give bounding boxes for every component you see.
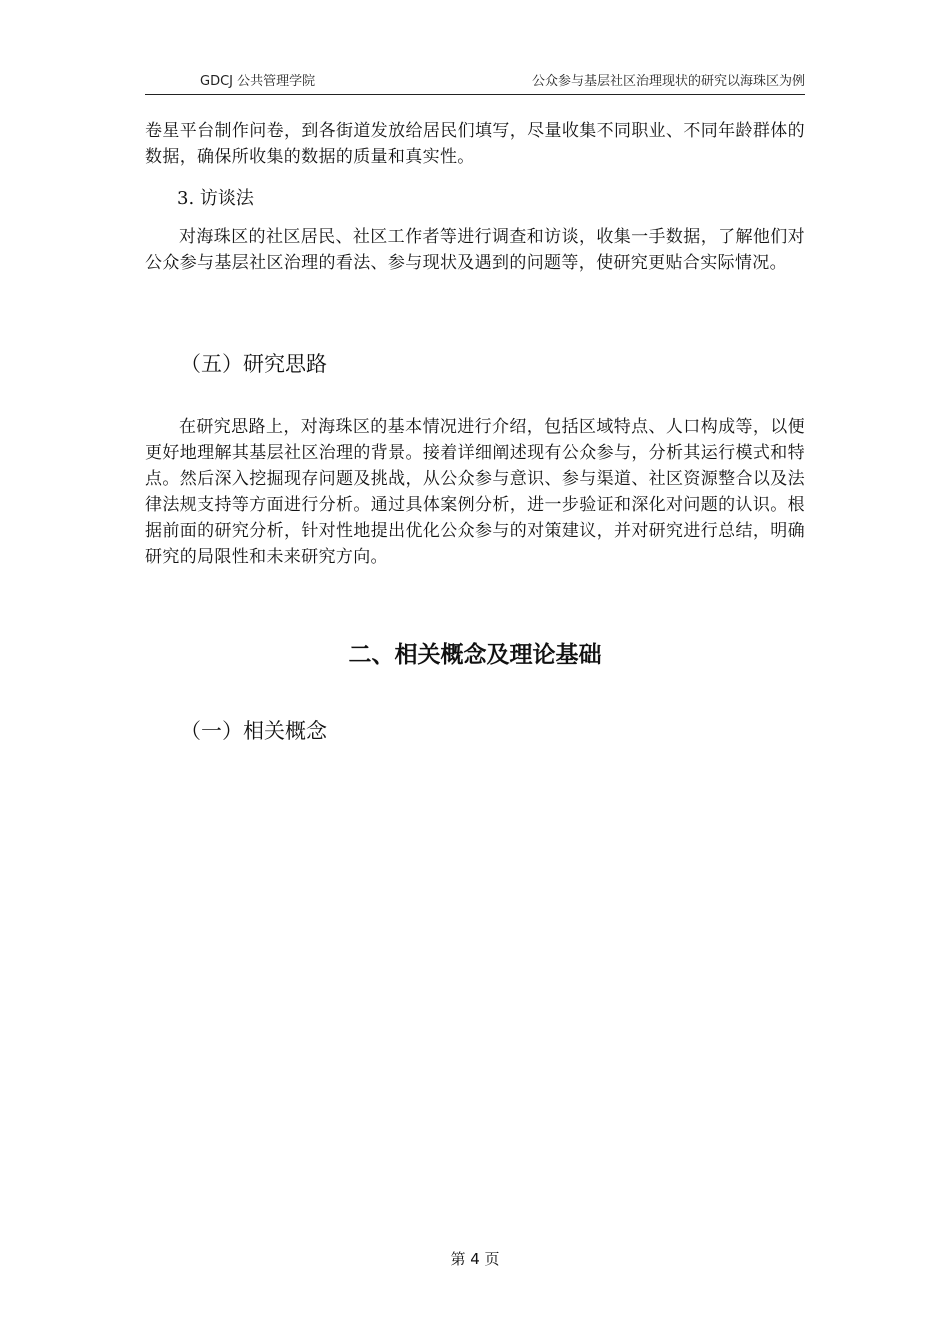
header-institution: GDCJ 公共管理学院 (200, 74, 316, 89)
heading-research-approach: （五）研究思路 (180, 352, 327, 376)
chapter-title: 二、相关概念及理论基础 (348, 642, 602, 668)
page-number: 第 4 页 (450, 1250, 500, 1268)
paragraph-research-approach: 在研究思路上，对海珠区的基本情况进行介绍，包括区域特点、人口构成等，以便更好地理解其基层社区治理的背景。接着详细阐述现有公众参与，分析其运行模式和特点。然后深入挖掘现存问题及挑战，从公众参与意识、参与渠道、社区资源整合以及法律法规支持等方面进行分析。通过具体案例分析，进一步验证和深化对问题的认识。根据前面的研究分析，针对性地提出优化公众参与的对策建议，并对研究进行总结，明确研究的局限性和未来研究方向。 (145, 417, 805, 567)
header-paper-title: 公众参与基层社区治理现状的研究以海珠区为例 (531, 74, 805, 89)
paragraph-questionnaire-continued: 卷星平台制作问卷，到各街道发放给居民们填写，尽量收集不同职业、不同年龄群体的数据，确保所收集的数据的质量和真实性。 (145, 121, 805, 167)
page-header (145, 68, 805, 95)
paragraph-interview-method: 对海珠区的社区居民、社区工作者等进行调查和访谈，收集一手数据，了解他们对公众参与基层社区治理的看法、参与现状及遇到的问题等，使研究更贴合实际情况。 (145, 227, 805, 273)
heading-related-concepts: （一）相关概念 (180, 719, 327, 743)
heading-interview-method: 3. 访谈法 (177, 188, 254, 209)
